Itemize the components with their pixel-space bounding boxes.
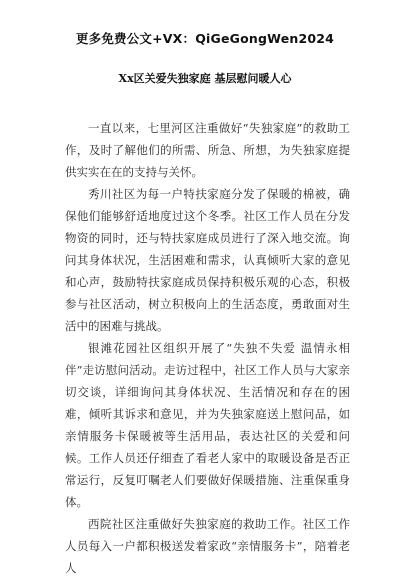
body-paragraph: 秀川社区为每一户特扶家庭分发了保暖的棉被，确保他们能够舒适地度过这个冬季。社区工作人员在分发物资的同时，还与特扶家庭成员进行了深入地交流。询问其身体状况，生活困难和需求，认真倾听大家的意见和心声，鼓励特扶家庭成员保持积极乐观的心态，积极参与社区活动，树立积极向上的生活态度，勇敢面对生活中的困难与挑战。 xyxy=(65,187,350,333)
document-title: Xx区关爱失独家庭 基层慰问暖人心 xyxy=(118,72,292,85)
body-paragraph: 西院社区注重做好失独家庭的救助工作。社区工作人员每入一户都积极送发着家政“亲情服务卡”，陪着老人 xyxy=(65,517,350,575)
body-paragraph: 银滩花园社区组织开展了“失独不失爱 温情永相伴”走访慰问活动。走访过程中，社区工作人员与大家亲切交谈，详细询问其身体状况、生活情况和存在的困难，倾听其诉求和意见，并为失独家庭送上慰问品，如亲情服务卡保暖被等生活用品，表达社区的关爱和问候。工作人员还仔细查了看老人家中的取暖设备是否正常运行，反复叮嘱老人们要做好保暖措施、注重保重身体。 xyxy=(65,341,350,509)
document-body xyxy=(65,117,350,579)
body-paragraph: 一直以来，七里河区注重做好“失独家庭”的救助工作，及时了解他们的所需、所急、所想，为失独家庭提供实实在在的支持与关怀。 xyxy=(65,121,350,179)
header-note: 更多免费公文+VX：QiGeGongWen2024 xyxy=(75,31,335,46)
